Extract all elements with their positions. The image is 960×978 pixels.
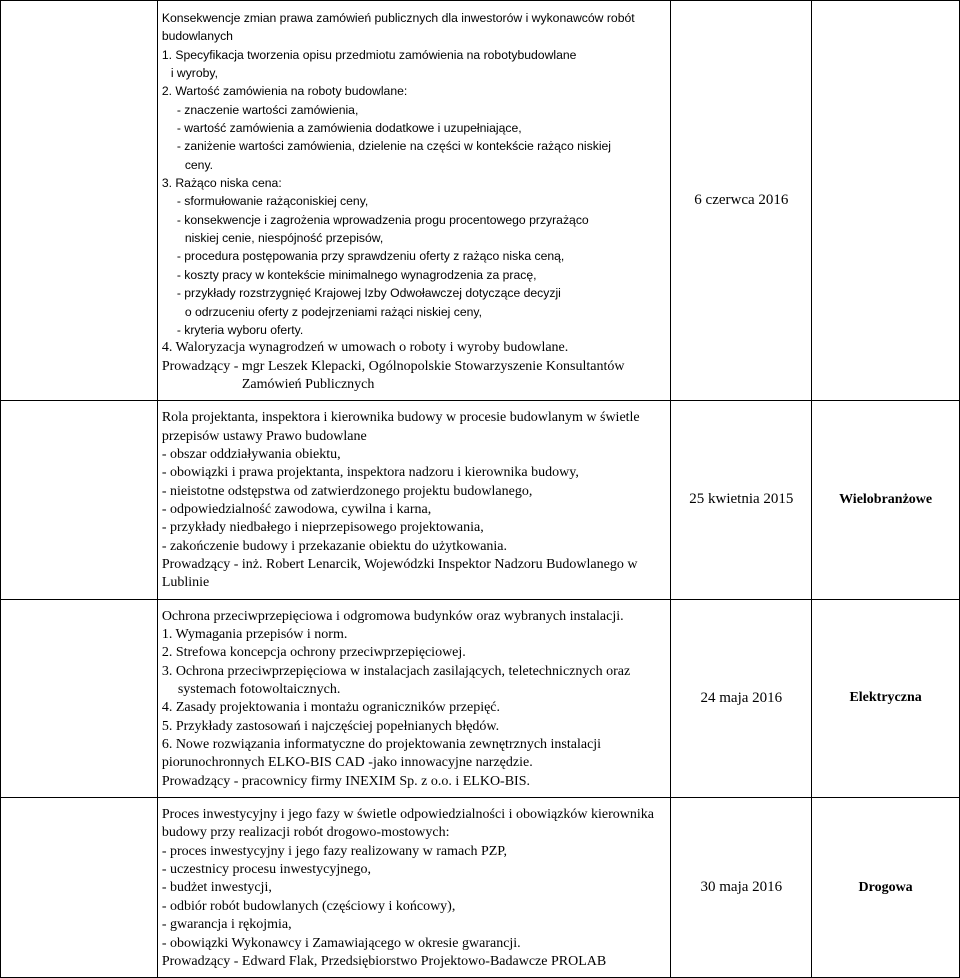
empty-cell (1, 401, 158, 599)
date-cell: 6 czerwca 2016 (671, 1, 812, 401)
topic-line: - obowiązki i prawa projektanta, inspektora nadzoru i kierownika budowy, (161, 465, 579, 481)
topic-line: - koszty pracy w kontekście minimalnego wynagrodzenia za pracę, (176, 267, 537, 282)
topic-line: 6. Nowe rozwiązania informatyczne do projektowania zewnętrznych instalacji (161, 737, 602, 753)
topic-line: 4. Zasady projektowania i montażu ograniczników przepięć. (161, 700, 501, 716)
topic-line: Zamówień Publicznych (241, 376, 375, 392)
topic-line: - zakończenie budowy i przekazanie obiektu do użytkowania. (161, 538, 508, 554)
table-row (1, 599, 960, 797)
topic-line: - obszar oddziaływania obiektu, (161, 446, 341, 462)
table-row (1, 401, 960, 599)
topic-line: ceny. (184, 157, 214, 172)
topic-line: 5. Przykłady zastosowań i najczęściej popełnianych błędów. (161, 718, 500, 734)
topic-line: - obowiązki Wykonawcy i Zamawiającego w okresie gwarancji. (161, 935, 521, 951)
topic-line: niskiej cenie, niespójność przepisów, (184, 231, 384, 246)
topic-line: piorunochronnych ELKO-BIS CAD -jako innowacyjne narzędzie. (161, 755, 533, 771)
category-cell: Elektryczna (812, 599, 960, 797)
topic-line: - budżet inwestycji, (161, 880, 272, 896)
topic-line: i wyroby, (170, 66, 218, 81)
empty-cell (1, 1, 158, 401)
topic-line: Konsekwencje zmian prawa zamówień publicznych dla inwestorów i wykonawców robót (161, 11, 635, 25)
table-row (1, 798, 960, 978)
topic-line: - wartość zamówienia a zamówienia dodatkowe i uzupełniające, (176, 121, 522, 136)
date-cell: 25 kwietnia 2015 (671, 401, 812, 599)
topic-line: - przykłady rozstrzygnięć Krajowej Izby Odwoławczej dotyczące decyzji (176, 286, 561, 301)
category-cell: Wielobranżowe (812, 401, 960, 599)
empty-cell (1, 798, 158, 978)
topic-cell (157, 401, 671, 599)
topic-line: 1. Wymagania przepisów i norm. (161, 627, 348, 642)
topic-line: - konsekwencje i zagrożenia wprowadzenia progu procentowego przyrażąco (176, 212, 589, 227)
topic-text (158, 401, 671, 598)
topic-line: Prowadzący - mgr Leszek Klepacki, Ogólnopolskie Stowarzyszenie Konsultantów (161, 358, 625, 374)
topic-cell (157, 1, 671, 401)
topic-line: systemach fotowoltaicznych. (177, 682, 341, 698)
topic-line: 1. Specyfikacja tworzenia opisu przedmiotu zamówienia na robotybudowlane (161, 47, 577, 62)
topic-line: Prowadzący - Edward Flak, Przedsiębiorstwo Projektowo-Badawcze PROLAB (161, 953, 607, 969)
topic-line: - odpowiedzialność zawodowa, cywilna i karna, (161, 501, 432, 517)
topic-line: Prowadzący - inż. Robert Lenarcik, Wojewódzki Inspektor Nadzoru Budowlanego w (161, 556, 638, 572)
topic-line: 2. Strefowa koncepcja ochrony przeciwprzepięciowej. (161, 645, 466, 661)
topic-line: - odbiór robót budowlanych (częściowy i końcowy), (161, 898, 456, 914)
topic-line: przepisów ustawy Prawo budowlane (161, 428, 367, 444)
topic-line: - znaczenie wartości zamówienia, (176, 102, 359, 117)
category-cell (812, 1, 960, 401)
topic-line: - proces inwestycyjny i jego fazy realizowany w ramach PZP, (161, 843, 508, 859)
topic-cell (157, 599, 671, 797)
empty-cell (1, 599, 158, 797)
topic-text (158, 1, 671, 400)
topic-line: Proces inwestycyjny i jego fazy w świetle odpowiedzialności i obowiązków kierownika (161, 807, 655, 823)
topic-line: - uczestnicy procesu inwestycyjnego, (161, 862, 371, 878)
topic-line: budowy przy realizacji robót drogowo-mostowych: (161, 825, 450, 841)
topic-line: Prowadzący - pracownicy firmy INEXIM Sp. z o.o. i ELKO-BIS. (161, 773, 531, 789)
topic-line: - sformułowanie rażąconiskiej ceny, (176, 194, 369, 209)
topic-line: - gwarancja i rękojmia, (161, 917, 292, 933)
topic-line: Lublinie (161, 575, 210, 591)
topic-line: Ochrona przeciwprzepięciowa i odgromowa budynków oraz wybranych instalacji. (161, 608, 624, 624)
date-cell: 24 maja 2016 (671, 599, 812, 797)
topic-line: - procedura postępowania przy sprawdzeniu oferty z rażąco niska ceną, (176, 249, 565, 264)
topic-line: - przykłady niedbałego i nieprzepisowego projektowania, (161, 520, 484, 536)
topic-line: 4. Waloryzacja wynagrodzeń w umowach o roboty i wyroby budowlane. (161, 340, 569, 356)
topic-cell (157, 798, 671, 978)
topic-line: o odrzuceniu oferty z podejrzeniami rażąci niskiej ceny, (184, 304, 482, 319)
topic-line: - zaniżenie wartości zamówienia, dzielenie na części w kontekście rażąco niskiej (176, 139, 612, 154)
topic-line: 2. Wartość zamówienia na roboty budowlane: (161, 84, 408, 99)
topic-text (158, 600, 671, 797)
topic-line: budowlanych (161, 29, 233, 44)
date-cell: 30 maja 2016 (671, 798, 812, 978)
table-row (1, 1, 960, 401)
topic-line: Rola projektanta, inspektora i kierownika budowy w procesie budowlanym w świetle (161, 410, 640, 426)
topic-line: - kryteria wyboru oferty. (176, 322, 304, 337)
topic-line: - nieistotne odstępstwa od zatwierdzonego projektu budowlanego, (161, 483, 533, 499)
category-cell: Drogowa (812, 798, 960, 978)
topic-line: 3. Rażąco niska cena: (161, 176, 282, 191)
topic-line: 3. Ochrona przeciwprzepięciowa w instalacjach zasilających, teletechnicznych oraz (161, 663, 631, 679)
topic-text (158, 798, 671, 977)
